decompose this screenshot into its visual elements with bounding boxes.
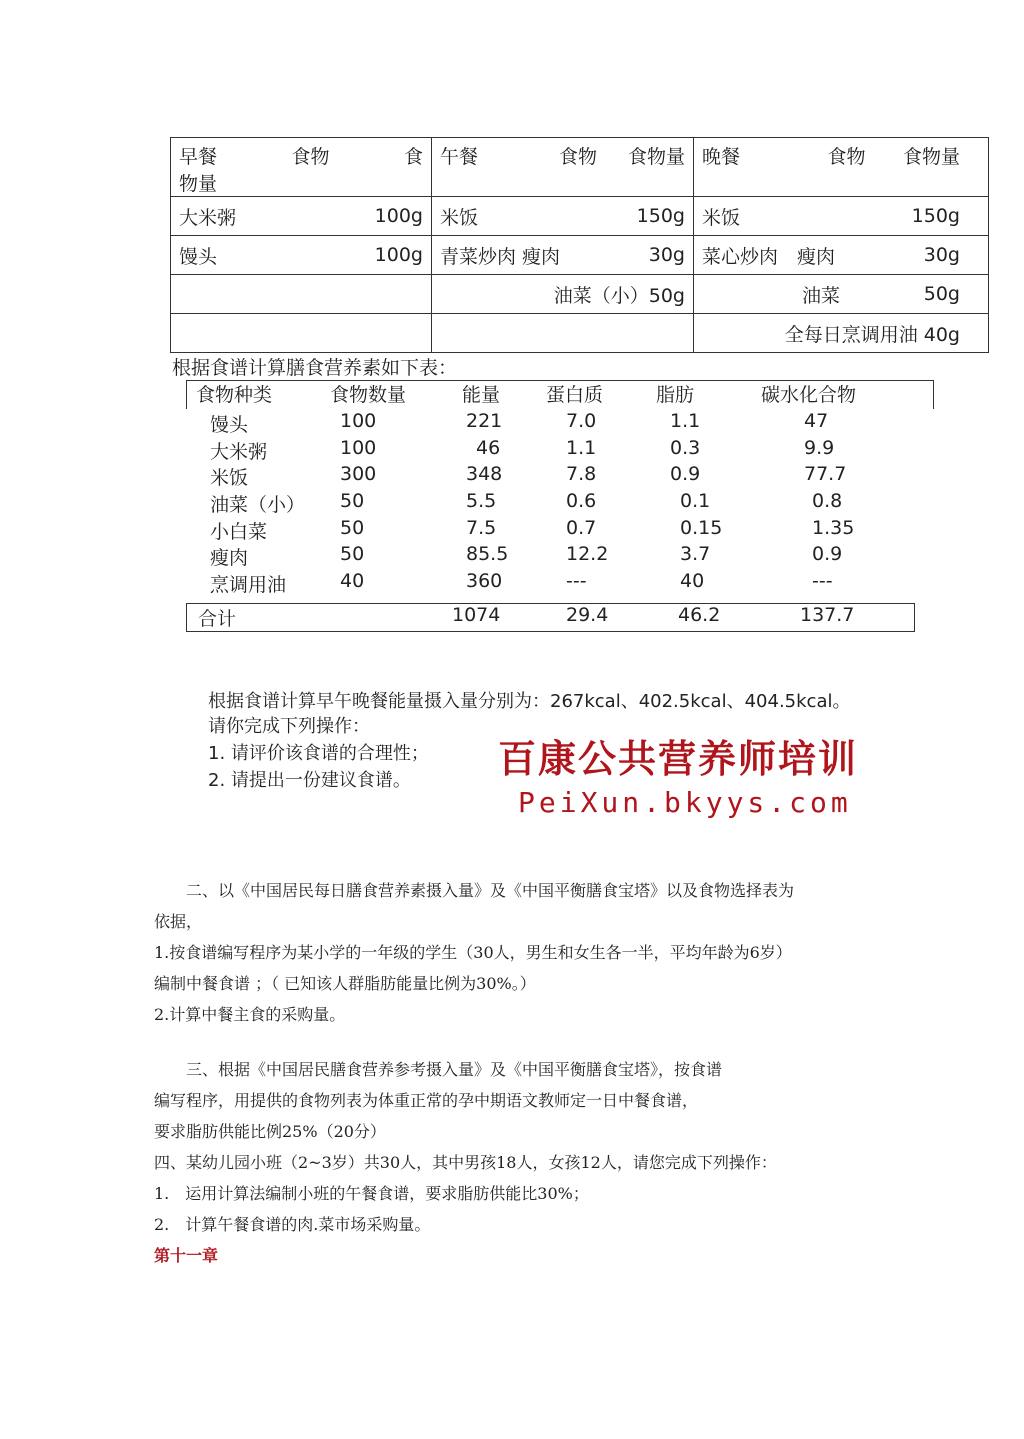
total-energy: 1074 [452, 604, 501, 626]
protein: 0.6 [566, 490, 597, 512]
energy: 5.5 [466, 490, 497, 512]
q2-line: 依据， [154, 912, 203, 931]
dinner-header-cell [694, 138, 989, 197]
lunch-food-label: 食物 [558, 146, 597, 168]
dinner-qty-label: 食物量 [902, 146, 960, 168]
q2-line: 2.计算中餐主食的采购量。 [154, 1005, 346, 1024]
protein: 12.2 [566, 543, 609, 565]
total-protein: 29.4 [566, 604, 609, 626]
meal-table-row [171, 275, 989, 314]
q2-line: 二、以《中国居民每日膳食营养素摄入量》及《中国平衡膳食宝塔》以及食物选择表为 [186, 881, 795, 900]
food-qty: 50 [340, 517, 365, 539]
carb: --- [812, 570, 833, 592]
watermark-cn: 百康公共营养师培训 [498, 737, 859, 781]
dinner-food-label: 食物 [827, 146, 866, 168]
carb: 47 [804, 410, 829, 432]
col-header: 食物种类 [196, 384, 273, 406]
protein: --- [566, 570, 587, 592]
fat: 0.1 [680, 490, 711, 512]
fat: 40 [680, 570, 705, 592]
col-header: 食物数量 [330, 384, 407, 406]
task-item: 1. 请评价该食谱的合理性； [208, 743, 429, 764]
task-intro: 请你完成下列操作： [208, 716, 370, 737]
total-label: 合计 [198, 608, 237, 630]
nutrient-intro: 根据食谱计算膳食营养素如下表： [172, 357, 458, 379]
col-header: 碳水化合物 [761, 384, 857, 406]
protein: 1.1 [566, 437, 597, 459]
protein: 7.0 [566, 410, 597, 432]
food-qty: 100 [340, 410, 377, 432]
task-item: 2. 请提出一份建议食谱。 [208, 770, 411, 791]
lunch-qty-label: 食物量 [627, 146, 685, 168]
total-carb: 137.7 [800, 604, 855, 626]
q4-line: 2. 计算午餐食谱的肉.菜市场采购量。 [154, 1215, 431, 1234]
protein: 7.8 [566, 463, 597, 485]
meal-table [170, 137, 989, 353]
lunch-food-2: 青菜炒肉 瘦肉 [440, 245, 561, 268]
dinner-qty-1: 150g [911, 205, 960, 227]
protein: 0.7 [566, 517, 597, 539]
dinner-qty-2: 30g [923, 244, 960, 266]
dinner-label: 晚餐 [702, 146, 741, 168]
breakfast-food-1: 大米粥 [179, 206, 237, 229]
breakfast-food-label: 食物 [291, 146, 330, 168]
fat: 0.9 [670, 463, 701, 485]
lunch-item-3: 油菜（小）50g [553, 284, 685, 307]
dinner-food-3: 油菜 [802, 284, 841, 307]
food-name: 馒头 [210, 414, 249, 436]
q2-line: 1.按食谱编写程序为某小学的一年级的学生（30人，男生和女生各一半，平均年龄为6岁） [154, 943, 792, 962]
lunch-label: 午餐 [440, 146, 479, 168]
lunch-qty-2: 30g [648, 244, 685, 266]
total-fat: 46.2 [678, 604, 721, 626]
q2-line: 编制中餐食谱 ；（ 已知该人群脂肪能量比例为30%。） [154, 974, 536, 993]
energy: 360 [466, 570, 503, 592]
lunch-header-cell [432, 138, 694, 197]
food-qty: 100 [340, 437, 377, 459]
q3-line: 编写程序，用提供的食物列表为体重正常的孕中期语文教师定一日中餐食谱， [154, 1091, 699, 1110]
breakfast-qty-label-2: 物量 [179, 173, 218, 195]
food-qty: 50 [340, 490, 365, 512]
q3-line: 三、根据《中国居民膳食营养参考摄入量》及《中国平衡膳食宝塔》，按食谱 [186, 1060, 723, 1079]
meal-table-row [171, 314, 989, 353]
chapter-heading: 第十一章 [154, 1246, 219, 1265]
food-name: 烹调用油 [210, 574, 287, 596]
meal-table-row [171, 197, 989, 236]
breakfast-label: 早餐 [179, 146, 218, 168]
fat: 0.3 [670, 437, 701, 459]
breakfast-header-cell [171, 138, 432, 197]
food-qty: 40 [340, 570, 365, 592]
energy: 85.5 [466, 543, 509, 565]
breakfast-qty-2: 100g [374, 244, 423, 266]
carb: 0.9 [812, 543, 843, 565]
dinner-food-2: 菜心炒肉 瘦肉 [702, 245, 836, 268]
food-name: 油菜（小） [210, 494, 306, 516]
energy-line: 根据食谱计算早午晚餐能量摄入量分别为：267kcal、402.5kcal、404.5kcal。 [208, 691, 851, 712]
meal-table-row [171, 236, 989, 275]
breakfast-qty-label-1: 食 [403, 146, 423, 168]
dinner-food-1: 米饭 [702, 206, 741, 229]
fat: 0.15 [680, 517, 723, 539]
dinner-qty-3: 50g [923, 283, 960, 305]
q3-line: 要求脂肪供能比例25%（20分） [154, 1122, 386, 1141]
carb: 9.9 [804, 437, 835, 459]
food-qty: 300 [340, 463, 377, 485]
col-header: 蛋白质 [546, 384, 604, 406]
food-name: 大米粥 [210, 441, 268, 463]
food-name: 瘦肉 [210, 547, 249, 569]
lunch-food-1: 米饭 [440, 206, 479, 229]
food-name: 米饭 [210, 467, 249, 489]
lunch-qty-1: 150g [636, 205, 685, 227]
energy: 7.5 [466, 517, 497, 539]
energy: 46 [476, 437, 501, 459]
dinner-item-4: 全每日烹调用油 40g [784, 323, 960, 346]
meal-table-header-row [171, 138, 989, 197]
carb: 77.7 [804, 463, 847, 485]
fat: 1.1 [670, 410, 701, 432]
carb: 1.35 [812, 517, 855, 539]
col-header: 脂肪 [656, 384, 695, 406]
energy: 348 [466, 463, 503, 485]
energy: 221 [466, 410, 503, 432]
food-name: 小白菜 [210, 521, 268, 543]
col-header: 能量 [462, 384, 501, 406]
fat: 3.7 [680, 543, 711, 565]
watermark-url: PeiXun.bkyys.com [518, 786, 852, 819]
food-qty: 50 [340, 543, 365, 565]
q4-line: 1. 运用计算法编制小班的午餐食谱，要求脂肪供能比30%； [154, 1184, 589, 1203]
carb: 0.8 [812, 490, 843, 512]
breakfast-qty-1: 100g [374, 205, 423, 227]
breakfast-food-2: 馒头 [179, 245, 218, 268]
q4-line: 四、某幼儿园小班（2~3岁）共30人，其中男孩18人，女孩12人，请您完成下列操作： [154, 1153, 777, 1172]
